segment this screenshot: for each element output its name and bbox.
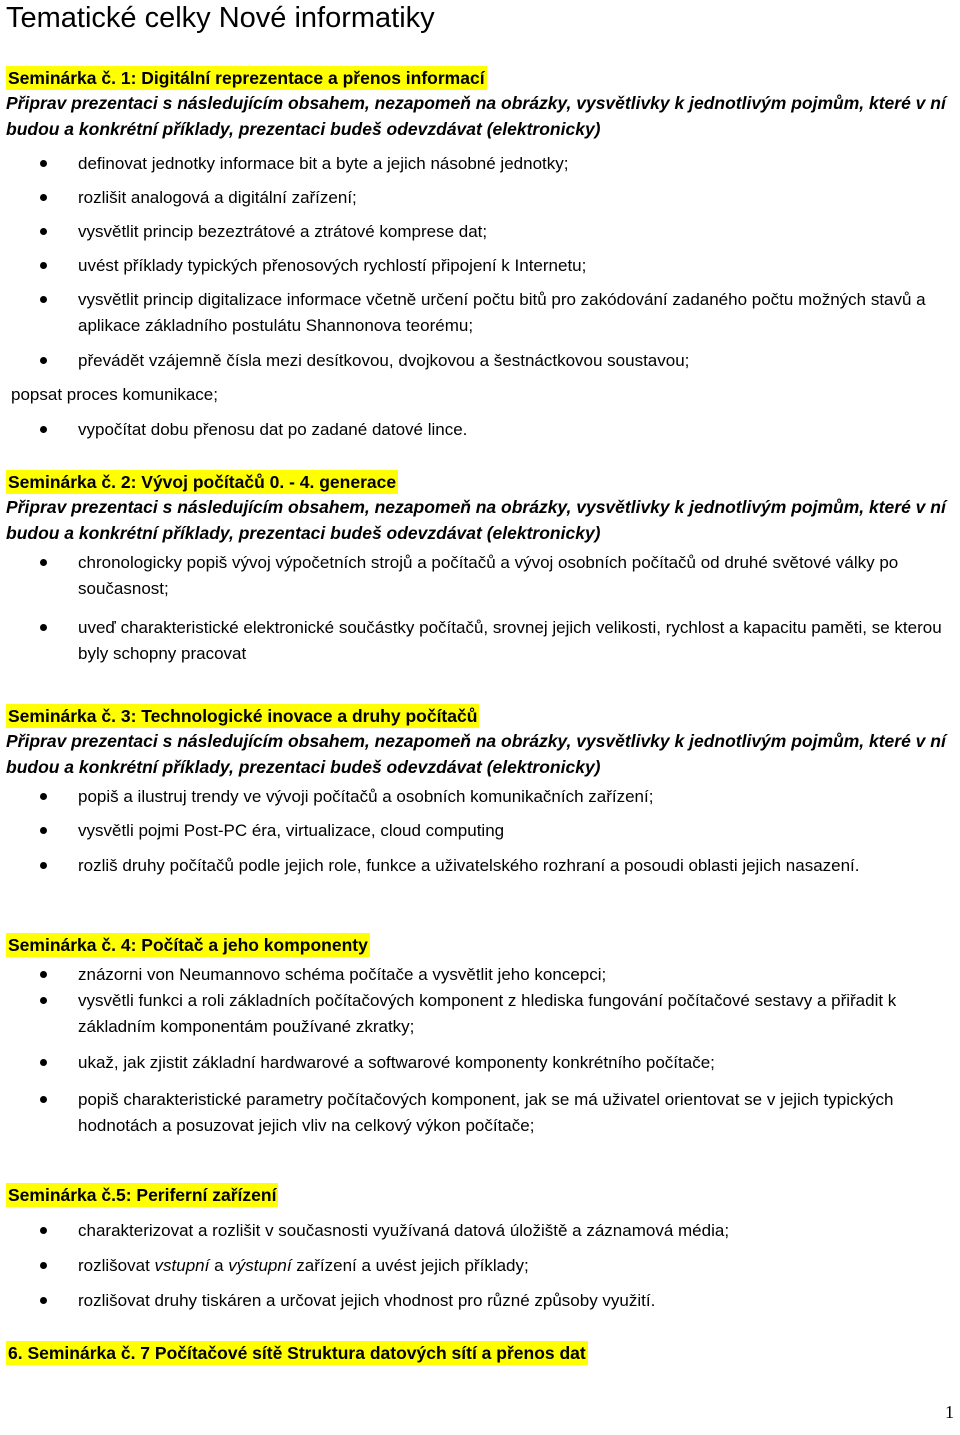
list-item: chronologicky popiš vývoj výpočetních strojů a počítačů a vývoj osobních počítačů od druhé světové války po současnost; (6, 550, 954, 602)
section-6 (6, 1341, 954, 1365)
section-4 (6, 933, 954, 957)
page-number: 1 (945, 1402, 954, 1422)
list-item: rozlišit analogová a digitální zařízení; (6, 185, 954, 211)
section-2 (6, 470, 954, 546)
bullet-icon (40, 426, 47, 433)
list-item: rozlišovat vstupní a výstupní zařízení a uvést jejich příklady; (6, 1253, 954, 1279)
section-2-intro: Připrav prezentaci s následujícím obsahem, nezapomeň na obrázky, vysvětlivky k jednotlivým pojmům, které v ní budou a konkrétní příklady, prezentaci budeš odevzdávat (elektronicky) (6, 497, 946, 543)
list-item: vysvětli pojmi Post-PC éra, virtualizace, cloud computing (6, 818, 954, 844)
section-4-heading: Seminárka č. 4: Počítač a jeho komponenty (8, 935, 368, 955)
section-1-heading: Seminárka č. 1: Digitální reprezentace a přenos informací (8, 68, 485, 88)
bullet-icon (40, 262, 47, 269)
bullet-icon (40, 357, 47, 364)
document-title: Tematické celky Nové informatiky (6, 2, 435, 34)
bullet-icon (40, 1059, 47, 1066)
bullet-icon (40, 228, 47, 235)
list-item: vypočítat dobu přenosu dat po zadané datové lince. (6, 417, 954, 443)
bullet-icon (40, 1227, 47, 1234)
bullet-icon (40, 862, 47, 869)
list-item: rozliš druhy počítačů podle jejich role, funkce a uživatelského rozhraní a posoudi oblasti jejich nasazení. (6, 853, 954, 879)
bullet-icon (40, 793, 47, 800)
bullet-icon (40, 559, 47, 566)
list-item: převádět vzájemně čísla mezi desítkovou, dvojkovou a šestnáctkovou soustavou; (6, 348, 954, 374)
bullet-icon (40, 1096, 47, 1103)
bullet-icon (40, 1262, 47, 1269)
section-5 (6, 1183, 954, 1207)
bullet-icon (40, 971, 47, 978)
bullet-icon (40, 160, 47, 167)
list-item: uvést příklady typických přenosových rychlostí připojení k Internetu; (6, 253, 954, 279)
list-item: vysvětlit princip bezeztrátové a ztrátové komprese dat; (6, 219, 954, 245)
section-1-intro: Připrav prezentaci s následujícím obsahem, nezapomeň na obrázky, vysvětlivky k jednotlivým pojmům, které v ní budou a konkrétní příklady, prezentaci budeš odevzdávat (elektronicky) (6, 93, 946, 139)
list-item: popiš a ilustruj trendy ve vývoji počítačů a osobních komunikačních zařízení; (6, 784, 954, 810)
section-3-intro: Připrav prezentaci s následujícím obsahem, nezapomeň na obrázky, vysvětlivky k jednotlivým pojmům, které v ní budou a konkrétní příklady, prezentaci budeš odevzdávat (elektronicky) (6, 731, 946, 777)
section-6-heading: 6. Seminárka č. 7 Počítačové sítě Struktura datových sítí a přenos dat (8, 1343, 586, 1363)
section-3 (6, 704, 954, 780)
list-item: definovat jednotky informace bit a byte a jejich násobné jednotky; (6, 151, 954, 177)
bullet-icon (40, 296, 47, 303)
list-item: vysvětlit princip digitalizace informace včetně určení počtu bitů pro zakódování zadaného počtu možných stavů a aplikace základního postulátu Shannonova teorému; (6, 287, 954, 339)
bullet-icon (40, 827, 47, 834)
section-5-heading: Seminárka č.5: Periferní zařízení (8, 1185, 277, 1205)
list-item: popiš charakteristické parametry počítačových komponent, jak se má uživatel orientovat se v jejich typických hodnotách a posuzovat jejich vliv na celkový výkon počítače; (6, 1087, 954, 1139)
list-item: znázorni von Neumannovo schéma počítače a vysvětlit jeho koncepci; (6, 962, 954, 988)
section-1-list (6, 151, 954, 177)
section-1 (6, 66, 954, 142)
bullet-icon (40, 194, 47, 201)
list-item: uveď charakteristické elektronické součástky počítačů, srovnej jejich velikosti, rychlost a kapacitu paměti, se kterou byly schopny pracovat (6, 615, 954, 667)
bullet-icon (40, 997, 47, 1004)
list-item: rozlišovat druhy tiskáren a určovat jejich vhodnost pro různé způsoby využití. (6, 1288, 954, 1314)
bullet-icon (40, 624, 47, 631)
list-item: charakterizovat a rozlišit v současnosti využívaná datová úložiště a záznamová média; (6, 1218, 954, 1244)
list-item: ukaž, jak zjistit základní hardwarové a softwarové komponenty konkrétního počítače; (6, 1050, 954, 1076)
section-2-heading: Seminárka č. 2: Vývoj počítačů 0. - 4. generace (8, 472, 397, 492)
list-item: vysvětli funkci a roli základních počítačových komponent z hlediska fungování počítačové sestavy a přiřadit k základním komponentám používané zkratky; (6, 988, 954, 1040)
bullet-icon (40, 1297, 47, 1304)
plain-line: popsat proces komunikace; (11, 385, 218, 404)
section-3-heading: Seminárka č. 3: Technologické inovace a druhy počítačů (8, 706, 478, 726)
